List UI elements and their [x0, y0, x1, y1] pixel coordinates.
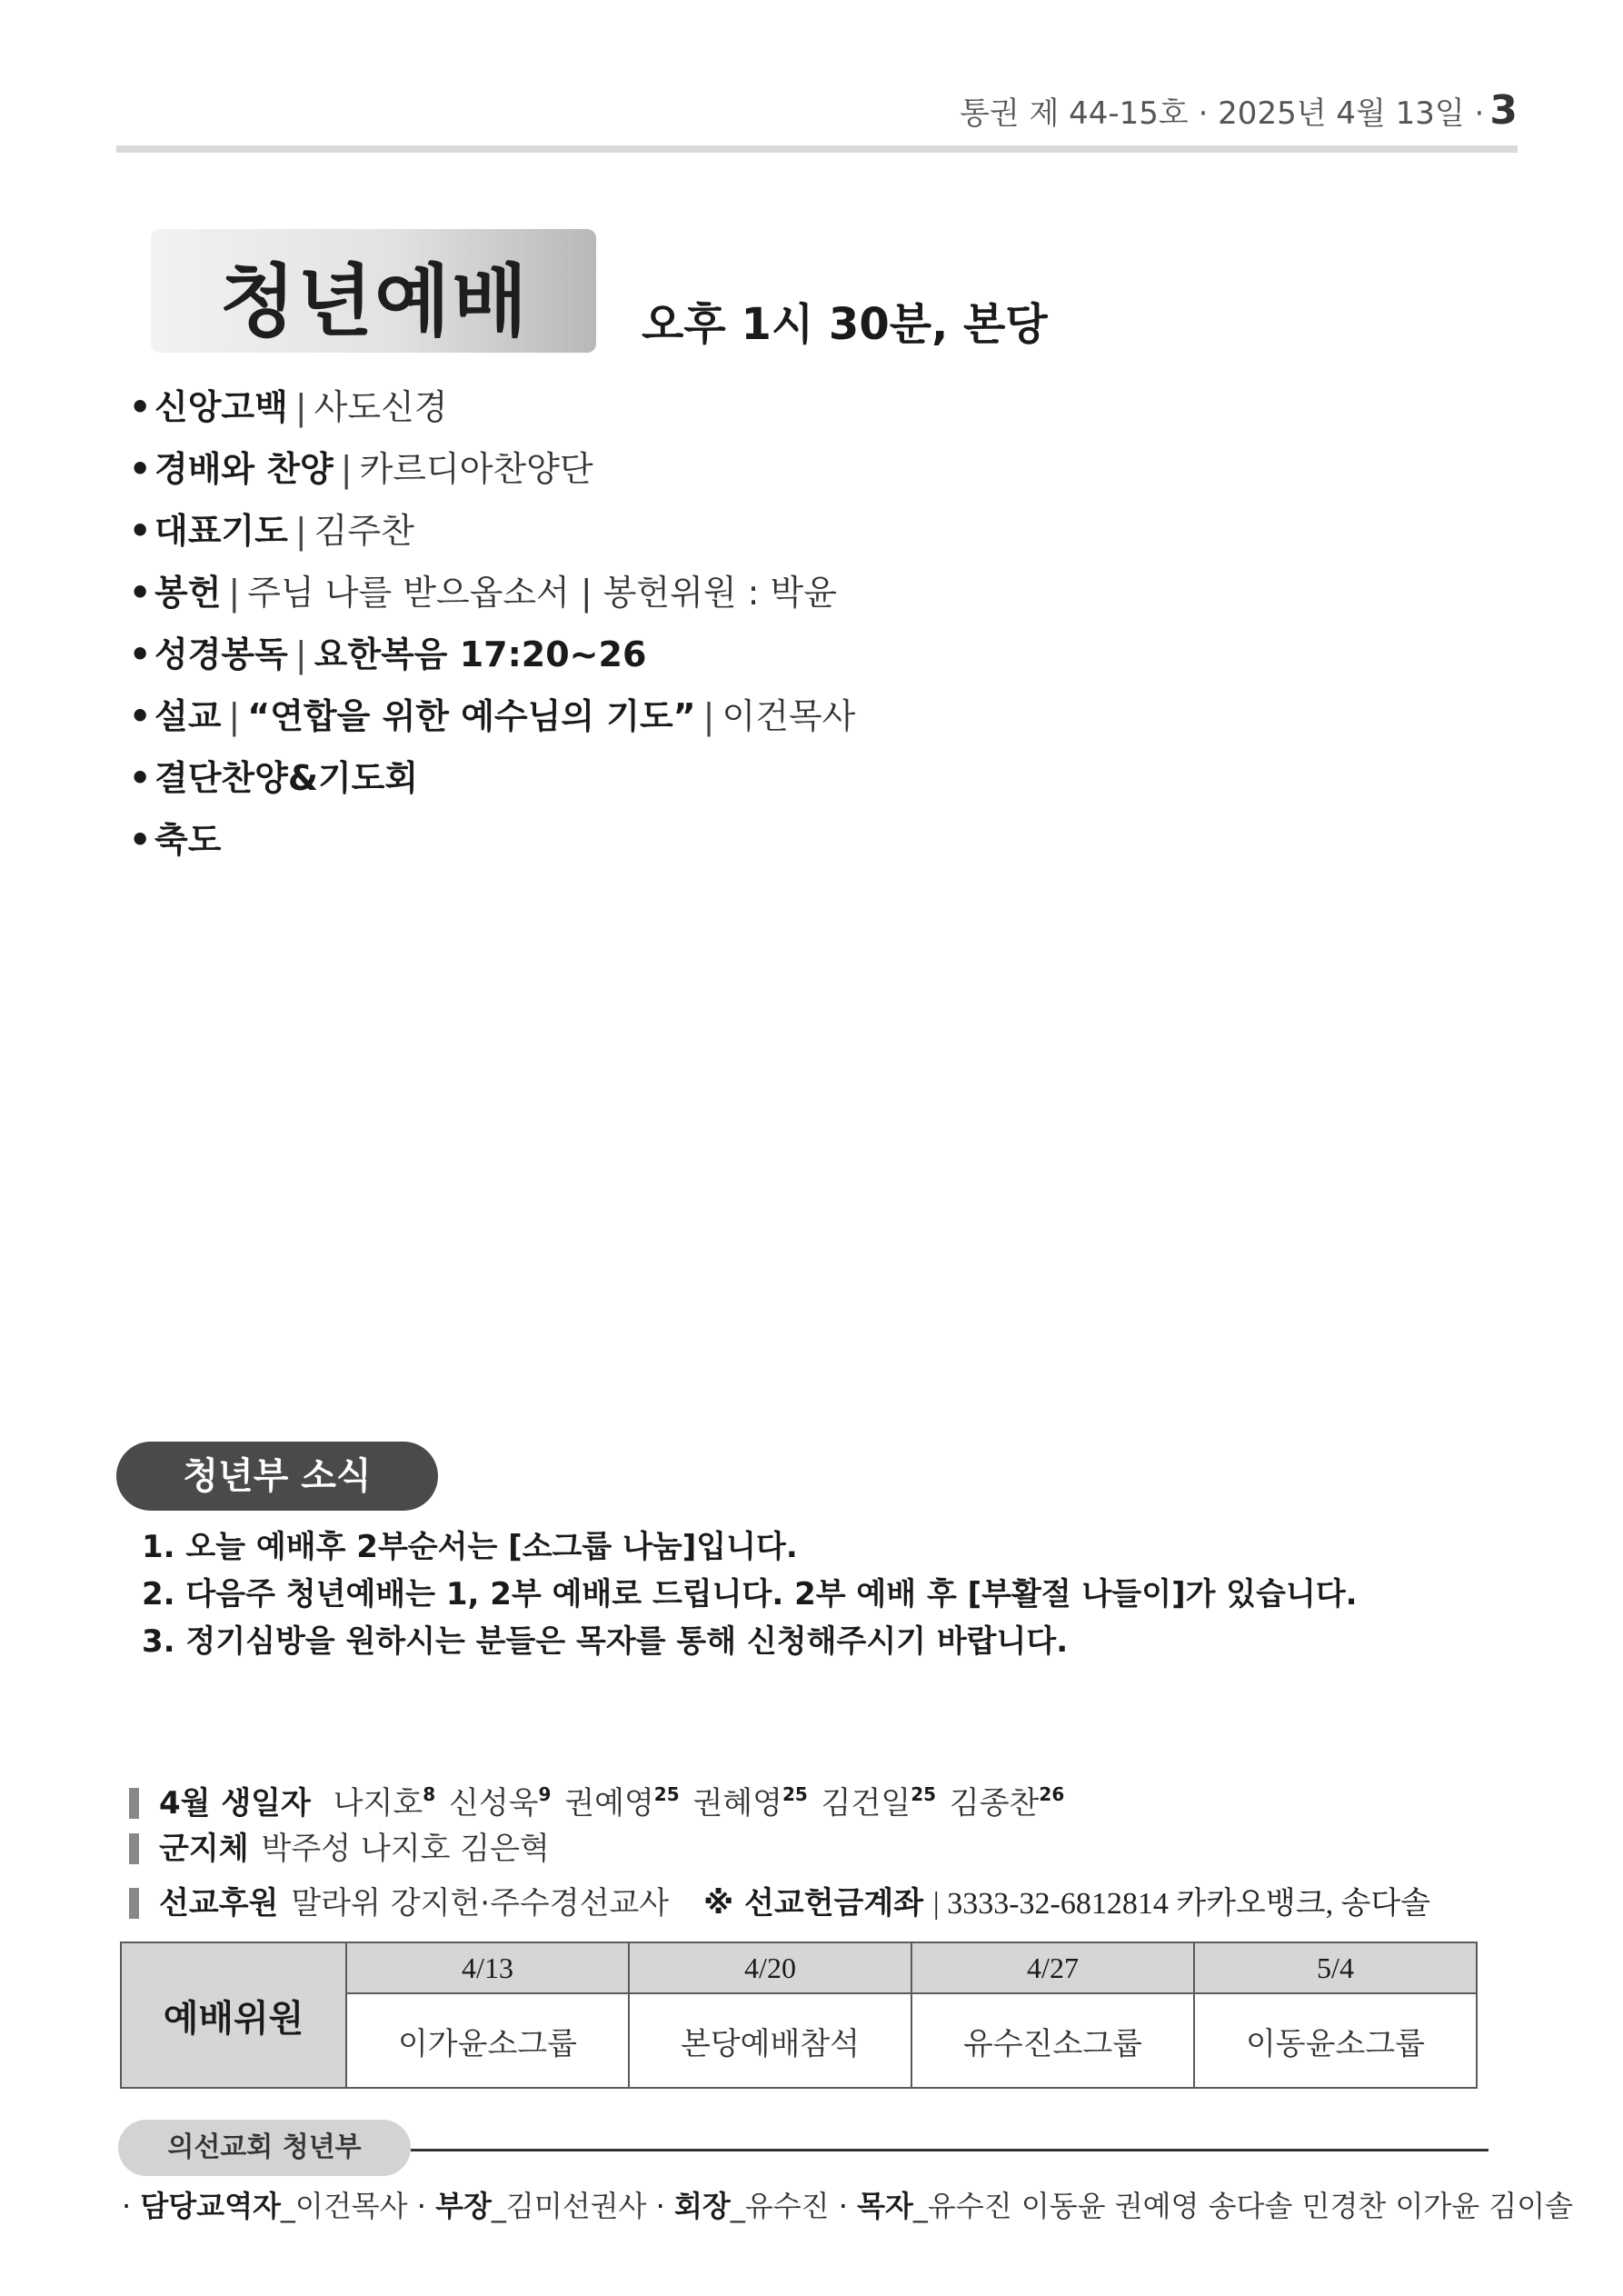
staff-role: 목자 — [857, 2189, 913, 2223]
row-label: 군지체 — [159, 1831, 249, 1867]
sermon-title: “연합을 위한 예수님의 기도” — [247, 696, 696, 736]
separator: | — [702, 696, 715, 736]
item-detail: 이건목사 — [722, 696, 856, 736]
item-detail: 요한복음 17:20~26 — [314, 634, 647, 674]
list-item: 2. 다음주 청년예배는 1, 2부 예배로 드립니다. 2부 예배 후 [부활절 나들이]가 있습니다. — [142, 1576, 1358, 1612]
birth-day: 9 — [538, 1783, 552, 1805]
staff-role: 담당교역자 — [140, 2189, 281, 2223]
separator: · — [122, 2189, 141, 2223]
list-item — [129, 689, 855, 751]
birth-day: 26 — [1039, 1783, 1065, 1805]
bullet-icon: • — [129, 758, 152, 798]
item-detail: 김주찬 — [314, 511, 414, 551]
group-cell: 이가윤소그룹 — [346, 1993, 629, 2088]
item-label: 설교 — [154, 696, 222, 736]
item-detail: 카르디아찬양단 — [359, 449, 593, 489]
group-cell: 본당예배참석 — [629, 1993, 911, 2088]
table-header: 예배위원 — [121, 1942, 346, 2088]
separator: | — [294, 634, 307, 674]
bullet-icon: • — [129, 387, 152, 427]
birth-day: 25 — [653, 1783, 680, 1805]
order-of-service — [129, 380, 855, 874]
person-name: 신성욱 — [448, 1785, 539, 1822]
bullet-icon: • — [129, 573, 152, 613]
item-detail: 주님 나를 받으옵소서 | 봉헌위원 : 박윤 — [247, 573, 837, 613]
bar-marker-icon — [129, 1888, 139, 1919]
item-label: 대표기도 — [154, 511, 288, 551]
page-title: 청년예배 — [220, 256, 530, 347]
page-number: 3 — [1489, 87, 1518, 134]
news-heading: 청년부 소식 — [116, 1442, 438, 1511]
separator: | — [294, 511, 307, 551]
duty-table — [120, 1942, 1478, 2089]
separator: · — [416, 2189, 436, 2223]
list-item — [129, 813, 855, 874]
church-name: 의선교회 청년부 — [118, 2120, 411, 2176]
date-cell: 4/13 — [346, 1942, 629, 1993]
item-label: 축도 — [154, 820, 222, 860]
table-row — [121, 1942, 1477, 1993]
info-section — [129, 1767, 1430, 1931]
person-name: 김종찬 — [949, 1785, 1040, 1822]
date-cell: 4/20 — [629, 1942, 911, 1993]
row-value: 박주성 나지호 김은혁 — [261, 1831, 550, 1867]
separator: · — [838, 2189, 858, 2223]
item-label: 신앙고백 — [154, 387, 288, 427]
date-cell: 5/4 — [1194, 1942, 1477, 1993]
birth-day: 25 — [911, 1783, 937, 1805]
staff-names: _유수진 — [730, 2189, 830, 2223]
header-divider — [116, 145, 1518, 153]
mission-row — [129, 1876, 1430, 1931]
list-item: 1. 오늘 예배후 2부순서는 [소그룹 나눔]입니다. — [142, 1529, 798, 1565]
separator: | — [228, 573, 241, 613]
item-label: 결단찬양&기도회 — [154, 758, 419, 798]
news-list — [142, 1523, 1358, 1665]
separator: | — [340, 449, 353, 489]
group-cell: 이동윤소그룹 — [1194, 1993, 1477, 2088]
staff-names: _유수진 이동윤 권예영 송다솔 민경찬 이가윤 김이솔 — [912, 2189, 1574, 2223]
birth-day: 8 — [423, 1783, 436, 1805]
account-label: ※ 선교헌금계좌 — [703, 1885, 924, 1922]
person-name: 나지호 — [333, 1785, 423, 1822]
issue-info: 통권 제 44-15호 · 2025년 4월 13일 · — [959, 95, 1485, 132]
bullet-icon: • — [129, 820, 152, 860]
staff-names: _김미선권사 — [491, 2189, 647, 2223]
staff-role: 회장 — [673, 2189, 731, 2223]
list-item — [129, 504, 855, 565]
service-time-place: 오후 1시 30분, 본당 — [642, 299, 1048, 350]
staff-names: _이건목사 — [280, 2189, 408, 2223]
birth-day: 25 — [782, 1783, 808, 1805]
bullet-icon: • — [129, 449, 152, 489]
separator: | — [228, 696, 241, 736]
bar-marker-icon — [129, 1833, 139, 1864]
staff-list — [122, 2181, 1573, 2231]
list-item — [129, 627, 855, 689]
row-label: 선교후원 — [159, 1885, 279, 1922]
bar-marker-icon — [129, 1788, 139, 1819]
list-item: 3. 정기심방을 원하시는 분들은 목자를 통해 신청해주시기 바랍니다. — [142, 1623, 1069, 1660]
issue-header — [960, 87, 1518, 134]
list-item — [129, 442, 855, 504]
row-value: 말라위 강지헌·주수경선교사 — [291, 1885, 670, 1922]
row-label: 4월 생일자 — [159, 1785, 311, 1822]
footer-divider — [411, 2149, 1489, 2151]
item-detail: 사도신경 — [314, 387, 448, 427]
date-cell: 4/27 — [911, 1942, 1194, 1993]
account-value: | 3333-32-6812814 카카오뱅크, 송다솔 — [932, 1887, 1431, 1921]
person-name: 권예영 — [564, 1785, 654, 1822]
separator: | — [294, 387, 307, 427]
group-cell: 유수진소그룹 — [911, 1993, 1194, 2088]
item-label: 경배와 찬양 — [154, 449, 334, 489]
bullet-icon: • — [129, 511, 152, 551]
person-name: 권혜영 — [692, 1785, 782, 1822]
bullet-icon: • — [129, 634, 152, 674]
military-row — [129, 1822, 1430, 1876]
person-name: 김건일 — [821, 1785, 911, 1822]
staff-role: 부장 — [435, 2189, 492, 2223]
birthday-row — [129, 1767, 1430, 1822]
list-item — [129, 565, 855, 627]
list-item — [129, 380, 855, 442]
list-item — [129, 751, 855, 813]
item-label: 봉헌 — [154, 573, 222, 613]
item-label: 성경봉독 — [154, 634, 288, 674]
separator: · — [655, 2189, 674, 2223]
bullet-icon: • — [129, 696, 152, 736]
